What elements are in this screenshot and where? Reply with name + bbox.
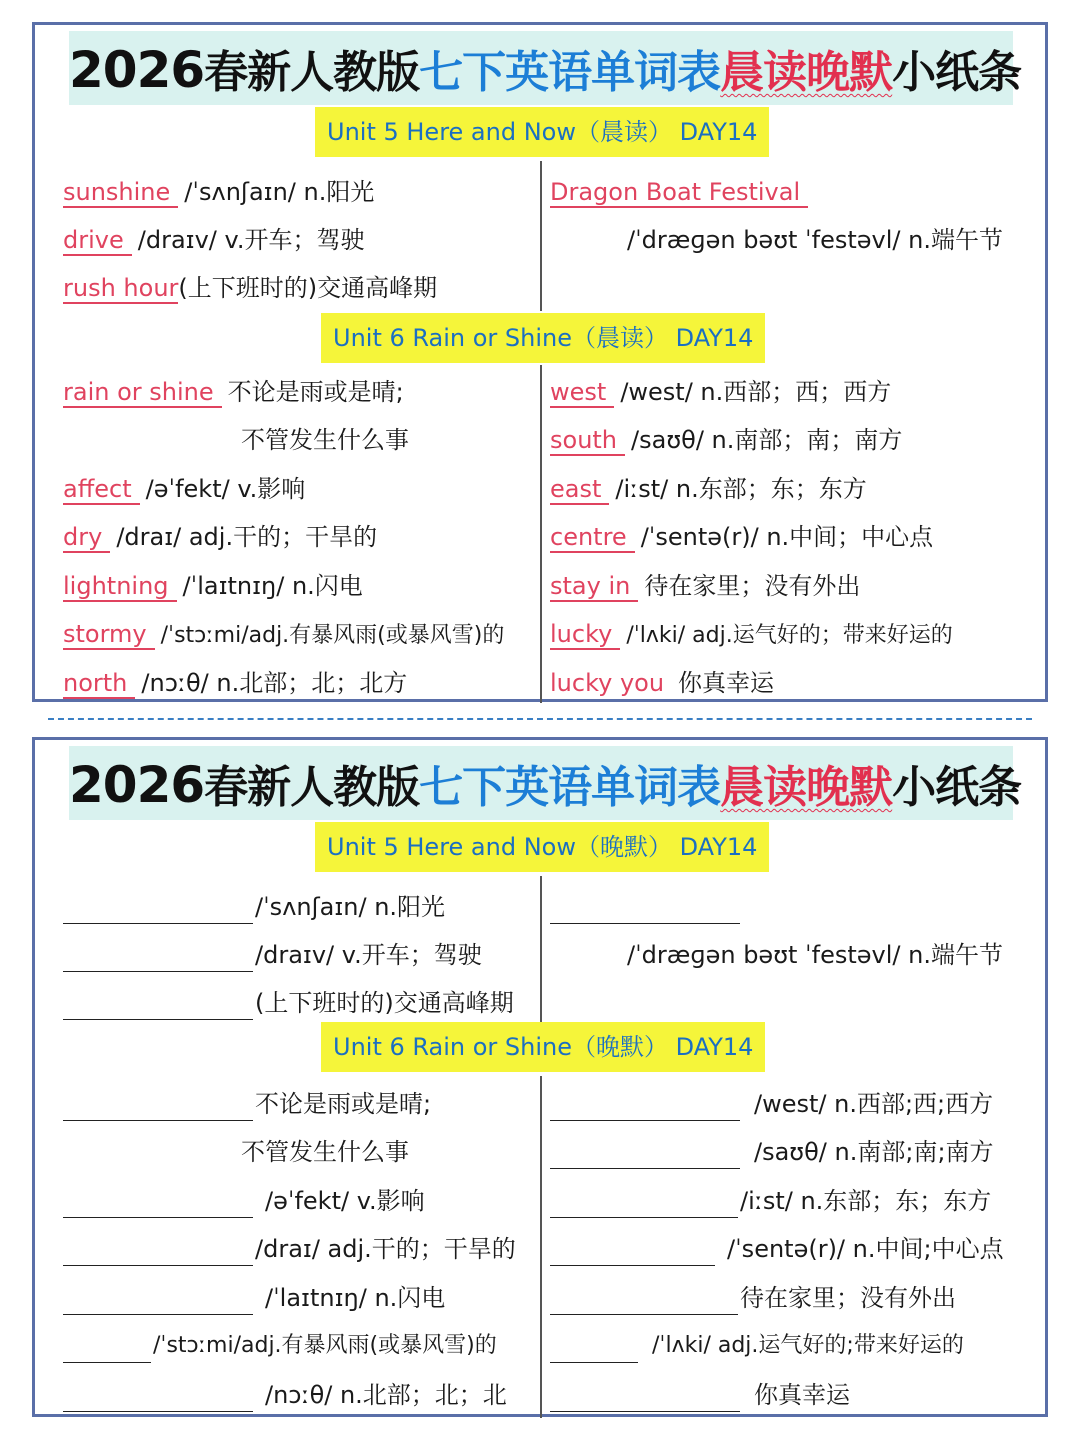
dictation-row [63,1378,507,1412]
vocab-definition: /ˈlaɪtnɪŋ/ n.闪电 [265,1284,446,1312]
vocab-definition: /əˈfekt/ v.影响 [145,475,306,503]
vocab-definition: /nɔːθ/ n.北部；北；北 [265,1381,507,1409]
vocab-definition: /ˈsentə(r)/ n.中间;中心点 [727,1235,1004,1263]
vocab-definition: /ˈdræɡən bəʊt ˈfestəvl/ n.端午节 [627,941,1003,969]
vocab-word: Dragon Boat Festival [550,178,808,208]
answer-blank[interactable] [550,1334,638,1363]
vocab-definition: /ˈstɔːmi/adj.有暴风雨(或暴风雪)的 [153,1333,497,1358]
vocab-word: lucky you [550,669,665,697]
vocab-row [63,375,404,409]
vocab-definition: 你真幸运 [678,669,775,697]
vocab-word: north [63,669,135,699]
dictation-row [550,1087,993,1121]
vocab-word: lightning [63,572,177,602]
vocab-definition: /ˈlʌki/ adj.运气好的；带来好运的 [626,623,953,648]
page-title [69,748,1021,822]
answer-blank[interactable] [550,1237,715,1266]
vocab-definition: 待在家里；没有外出 [644,572,861,600]
title-part4: 小纸条 [892,762,1022,813]
morning-reading-card [32,22,1048,702]
vocab-definition: /draɪv/ v.开车；驾驶 [137,226,365,254]
vocab-row [241,423,409,457]
vocab-definition: /ˈlʌki/ adj.运气好的;带来好运的 [652,1333,964,1358]
vocab-definition: /ˈsʌnʃaɪn/ n.阳光 [255,893,446,921]
vocab-row [63,175,374,209]
vocab-word: affect [63,475,140,505]
vocab-word: east [550,475,609,505]
dictation-row [63,938,482,972]
answer-blank[interactable] [550,895,740,924]
vocab-word: centre [550,523,635,553]
vocab-word: west [550,378,614,408]
vocab-definition: /iːst/ n.东部；东；东方 [740,1187,992,1215]
vocab-definition: /nɔːθ/ n.北部；北；北方 [141,669,408,697]
column-divider [540,1076,542,1418]
vocab-definition: /west/ n.西部；西；西方 [620,378,892,406]
answer-blank[interactable] [550,1140,740,1169]
vocab-definition: /ˈdræɡən bəʊt ˈfestəvl/ n.端午节 [627,226,1003,254]
answer-blank[interactable] [63,1189,253,1218]
title-part2: 七下英语单词表 [419,762,721,813]
vocab-row [63,271,437,305]
title-part3: 晨读晚默 [720,762,893,813]
vocab-row [63,472,305,506]
column-divider [540,876,542,1026]
vocab-definition: /əˈfekt/ v.影响 [265,1187,425,1215]
vocab-definition: 不管发生什么事 [241,426,409,454]
vocab-definition: /ˈstɔːmi/adj.有暴风雨(或暴风雪)的 [160,623,505,648]
vocab-row [627,223,1003,257]
vocab-definition: /iːst/ n.东部；东；东方 [615,475,867,503]
vocab-definition: (上下班时的)交通高峰期 [178,274,438,302]
unit6-heading: Unit 6 Rain or Shine（晨读） DAY14 [321,313,765,363]
vocab-definition: /draɪ/ adj.干的；干旱的 [255,1235,516,1263]
vocab-definition: /saʊθ/ n.南部;南;南方 [754,1138,994,1166]
answer-blank[interactable] [550,1383,740,1412]
dictation-row [241,1135,409,1169]
dictation-row [550,1281,956,1315]
vocab-word: sunshine [63,178,178,208]
vocab-word: stormy [63,620,155,650]
column-divider [540,161,542,311]
dictation-row [550,1135,994,1169]
vocab-definition: /saʊθ/ n.南部；南；南方 [631,426,903,454]
vocab-row [63,223,364,257]
vocab-row [550,666,774,700]
dictation-row [550,890,742,924]
dictation-row [63,1087,431,1121]
vocab-word: lucky [550,620,620,650]
dictation-row [63,1329,497,1363]
cut-line [48,718,1032,720]
title-part3: 晨读晚默 [720,47,893,98]
vocab-row [550,617,953,651]
vocab-word: drive [63,226,132,256]
answer-blank[interactable] [550,1092,740,1121]
vocab-row [63,617,504,651]
vocab-definition: 待在家里；没有外出 [740,1284,956,1312]
title-year: 2026 [69,756,205,814]
dictation-row [550,1378,850,1412]
title-part4: 小纸条 [892,47,1022,98]
vocab-word: dry [63,523,110,553]
answer-blank[interactable] [63,991,253,1020]
vocab-definition: /draɪ/ adj.干的；干旱的 [116,523,378,551]
answer-blank[interactable] [63,1383,253,1412]
vocab-word: south [550,426,625,456]
vocab-definition: /draɪv/ v.开车；驾驶 [255,941,482,969]
dictation-row [550,1329,964,1363]
unit6-heading: Unit 6 Rain or Shine（晚默） DAY14 [321,1022,765,1072]
answer-blank[interactable] [63,895,253,924]
vocab-definition: 你真幸运 [754,1381,850,1409]
column-divider [540,365,542,703]
vocab-row [550,175,814,209]
answer-blank[interactable] [63,1237,253,1266]
vocab-definition: /ˈsentə(r)/ n.中间；中心点 [640,523,934,551]
title-part1: 春新人教版 [204,762,420,813]
answer-blank[interactable] [63,1334,151,1363]
dictation-row [550,1232,1004,1266]
dictation-row [63,890,445,924]
answer-blank[interactable] [63,943,253,972]
unit5-heading: Unit 5 Here and Now（晨读） DAY14 [315,107,769,157]
vocab-definition: (上下班时的)交通高峰期 [255,989,514,1017]
vocab-row [550,423,902,457]
vocab-row [63,666,407,700]
page-title [69,33,1021,107]
vocab-definition: 不论是雨或是晴; [255,1090,432,1118]
dictation-row [550,1184,991,1218]
answer-blank[interactable] [63,1092,253,1121]
vocab-definition: 不管发生什么事 [241,1138,409,1166]
answer-blank[interactable] [63,1286,253,1315]
vocab-word: stay in [550,572,638,602]
vocab-definition: /west/ n.西部;西;西方 [754,1090,994,1118]
dictation-row [63,986,514,1020]
vocab-row [63,520,377,554]
title-year: 2026 [69,41,205,99]
vocab-row [63,569,363,603]
vocab-definition: 不论是雨或是晴; [227,378,404,406]
evening-dictation-card [32,737,1048,1417]
vocab-row [550,472,867,506]
dictation-row [63,1184,425,1218]
title-part1: 春新人教版 [204,47,420,98]
dictation-row [627,938,1003,972]
answer-blank[interactable] [550,1286,738,1315]
dictation-row [63,1281,445,1315]
vocab-definition: /ˈlaɪtnɪŋ/ n.闪电 [182,572,363,600]
unit5-heading: Unit 5 Here and Now（晚默） DAY14 [315,822,769,872]
vocab-word: rush hour [63,274,179,302]
vocab-definition: /ˈsʌnʃaɪn/ n.阳光 [184,178,375,206]
dictation-row [63,1232,516,1266]
vocab-row [550,520,933,554]
vocab-row [550,569,860,603]
title-part2: 七下英语单词表 [419,47,721,98]
vocab-row [550,375,891,409]
vocab-word: rain or shine [63,378,222,408]
answer-blank[interactable] [550,1189,738,1218]
